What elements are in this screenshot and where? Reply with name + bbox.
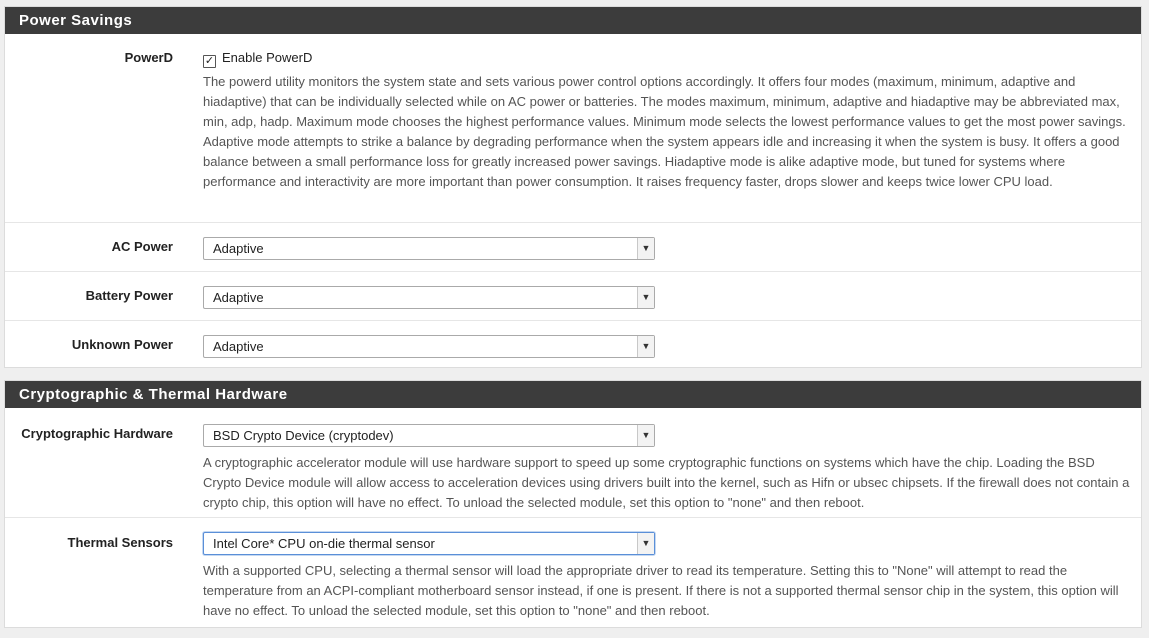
chevron-down-icon[interactable]: ▼ [637,425,654,446]
thermal-sensors-help-text: With a supported CPU, selecting a thermal sensor will load the appropriate driver to read its temperature. Setting this to "None" will attempt to read the temperature from an ACPI-compliant motherboard sensor instead, if one is present. If there is not a supported thermal sensor chip in the system, this option will have no effect. To unload the selected module, set this option to "none" and then reboot. [203,563,1119,618]
battery-power-label: Battery Power [85,288,173,303]
powerd-label: PowerD [124,50,173,65]
ac-power-row [5,222,1141,271]
battery-power-select-value: Adaptive [213,290,264,305]
chevron-down-icon[interactable]: ▼ [637,238,654,259]
crypto-thermal-heading: Cryptographic & Thermal Hardware [5,381,1141,408]
unknown-power-select-value: Adaptive [213,339,264,354]
crypto-hardware-help-text: A cryptographic accelerator module will use hardware support to speed up some cryptographic functions on systems which have the chip. Loading the BSD Crypto Device module will allow access to acceleration devices using drivers built into the kernel, such as Hifn or ubsec chipsets. If the firewall does not contain a crypto chip, this option will have no effect. To unload the selected module, set this option to "none" and then reboot. [203,455,1130,510]
enable-powerd-checkbox[interactable]: ✓ [204,55,215,67]
chevron-down-icon[interactable]: ▼ [637,533,654,554]
battery-power-select[interactable] [203,286,655,309]
crypto-hardware-row [5,408,1141,517]
unknown-power-label: Unknown Power [71,337,173,352]
thermal-sensors-select-value: Intel Core* CPU on-die thermal sensor [213,536,435,551]
enable-powerd-label: Enable PowerD [222,50,313,65]
thermal-sensors-label: Thermal Sensors [67,535,173,550]
ac-power-select-value: Adaptive [213,241,264,256]
ac-power-label: AC Power [111,239,173,254]
ac-power-select[interactable] [203,237,655,260]
thermal-sensors-row [5,517,1141,627]
thermal-sensors-select[interactable] [203,532,655,555]
chevron-down-icon[interactable]: ▼ [637,287,654,308]
enable-powerd-checkbox-row[interactable] [203,48,1133,68]
unknown-power-select[interactable] [203,335,655,358]
power-savings-heading: Power Savings [5,7,1141,34]
powerd-content [203,48,1133,192]
chevron-down-icon[interactable]: ▼ [637,336,654,357]
crypto-thermal-panel [4,380,1142,628]
crypto-hardware-select-value: BSD Crypto Device (cryptodev) [213,428,394,443]
unknown-power-row [5,320,1141,368]
power-savings-panel [4,6,1142,368]
crypto-hardware-label: Cryptographic Hardware [21,426,173,441]
battery-power-row [5,271,1141,320]
crypto-hardware-select[interactable] [203,424,655,447]
powerd-row [5,34,1141,222]
powerd-help-text: The powerd utility monitors the system state and sets various power control options accordingly. It offers four modes (maximum, minimum, adaptive and hiadaptive) that can be individually selected while on AC power or batteries. The modes maximum, minimum, adaptive and hiadaptive may be abbreviated max, min, adp, hadp. Maximum mode chooses the highest performance values. Minimum mode selects the lowest performance values to get the most power savings. Adaptive mode attempts to strike a balance by degrading performance when the system appears idle and increasing it when the system is busy. It offers a good balance between a small performance loss for greatly increased power savings. Hiadaptive mode is alike adaptive mode, but tuned for systems where performance and interactivity are more important than power consumption. It raises frequency faster, drops slower and keeps twice lower CPU load. [203,74,1126,189]
